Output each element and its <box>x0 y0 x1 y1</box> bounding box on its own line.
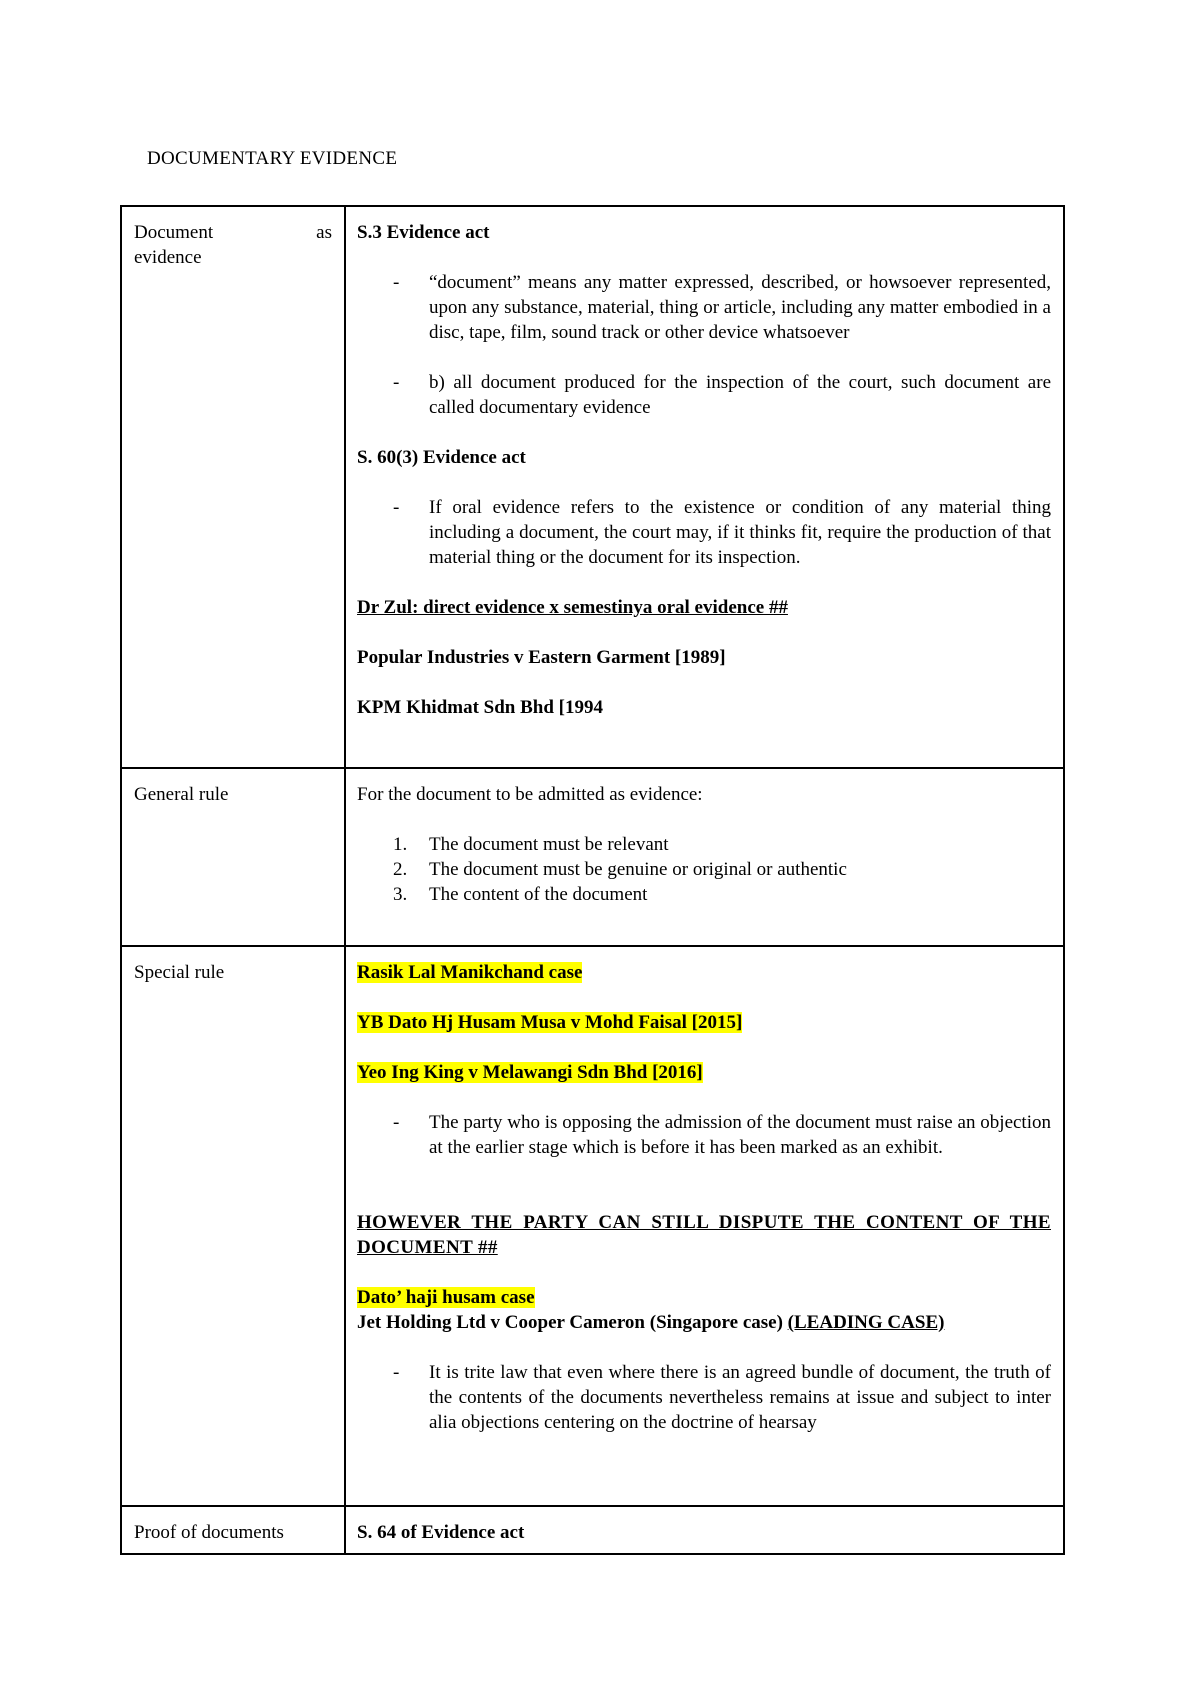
highlighted-text: Rasik Lal Manikchand case <box>357 962 583 983</box>
leading-case-tag: (LEADING CASE) <box>787 1312 945 1333</box>
general-rule-intro: For the document to be admitted as evidence: <box>357 784 703 805</box>
case-yeo-ing-king <box>357 1060 1051 1085</box>
list-item <box>393 832 1051 857</box>
label-line-2: evidence <box>134 247 202 268</box>
case-husam-musa <box>357 1010 1051 1035</box>
list-item: - b) all document produced for the inspection of the court, such document are called documentary evidence <box>429 370 1051 420</box>
row-label-proof-of-documents: Proof of documents <box>121 1506 345 1554</box>
row-content-proof-of-documents <box>345 1506 1064 1554</box>
case-jet-holding <box>357 1310 1051 1335</box>
row-label-general-rule: General rule <box>121 768 345 946</box>
row-content-document-as-evidence <box>345 206 1064 768</box>
row-label-special-rule: Special rule <box>121 946 345 1506</box>
list-item-text: The content of the document <box>429 884 648 905</box>
case-kpm-khidmat: KPM Khidmat Sdn Bhd [1994 <box>357 697 603 718</box>
table-row-proof-of-documents <box>121 1506 1064 1554</box>
table-row-general-rule <box>121 768 1064 946</box>
case-name: Jet Holding Ltd v Cooper Cameron (Singapore case) <box>357 1312 783 1333</box>
dr-zul-note: Dr Zul: direct evidence x semestinya oral evidence ## <box>357 597 788 618</box>
highlighted-text: Dato’ haji husam case <box>357 1287 535 1308</box>
case-rasik-lal <box>357 960 1051 985</box>
s60-bullet-list <box>357 495 1051 570</box>
objection-bullet-list <box>357 1110 1051 1160</box>
row-content-general-rule <box>345 768 1064 946</box>
highlighted-text: YB Dato Hj Husam Musa v Mohd Faisal [2015] <box>357 1012 743 1033</box>
list-item <box>393 882 1051 907</box>
table-row-special-rule <box>121 946 1064 1506</box>
list-number: 1. <box>393 834 408 855</box>
s64-heading: S. 64 of Evidence act <box>357 1522 525 1543</box>
list-item: - “document” means any matter expressed, described, or howsoever represented, upon any substance, material, thing or article, including any matter embodied in a disc, tape, film, sound track or other device whatsoever <box>429 270 1051 345</box>
s3-heading: S.3 Evidence act <box>357 222 490 243</box>
row-content-special-rule <box>345 946 1064 1506</box>
list-item: - If oral evidence refers to the existence or condition of any material thing including a document, the court may, if it thinks fit, require the production of that material thing or the document for its inspection. <box>429 495 1051 570</box>
row-label-document-as-evidence <box>121 206 345 768</box>
table-row-document-as-evidence <box>121 206 1064 768</box>
page-title: DOCUMENTARY EVIDENCE <box>147 148 398 169</box>
list-number: 2. <box>393 859 408 880</box>
hearsay-bullet-list <box>357 1360 1051 1435</box>
notes-table <box>120 205 1065 1555</box>
s60-heading: S. 60(3) Evidence act <box>357 447 526 468</box>
general-rule-list <box>357 832 1051 907</box>
list-item <box>393 857 1051 882</box>
list-item-text: The document must be genuine or original or authentic <box>429 859 847 880</box>
label-word-as: as <box>316 222 332 243</box>
label-word-document: Document <box>134 222 214 243</box>
however-note: HOWEVER THE PARTY CAN STILL DISPUTE THE CONTENT OF THE DOCUMENT ## <box>357 1212 1051 1258</box>
list-item-text: The document must be relevant <box>429 834 669 855</box>
list-number: 3. <box>393 884 408 905</box>
list-item: - It is trite law that even where there is an agreed bundle of document, the truth of the contents of the documents nevertheless remains at issue and subject to inter alia objections centering on the doctrine of hearsay <box>429 1360 1051 1435</box>
list-item: - The party who is opposing the admission of the document must raise an objection at the earlier stage which is before it has been marked as an exhibit. <box>429 1110 1051 1160</box>
case-popular-industries: Popular Industries v Eastern Garment [1989] <box>357 647 726 668</box>
case-dato-haji-husam <box>357 1285 1051 1310</box>
label-line-1 <box>134 220 332 245</box>
s3-bullet-list <box>357 270 1051 420</box>
highlighted-text: Yeo Ing King v Melawangi Sdn Bhd [2016] <box>357 1062 703 1083</box>
